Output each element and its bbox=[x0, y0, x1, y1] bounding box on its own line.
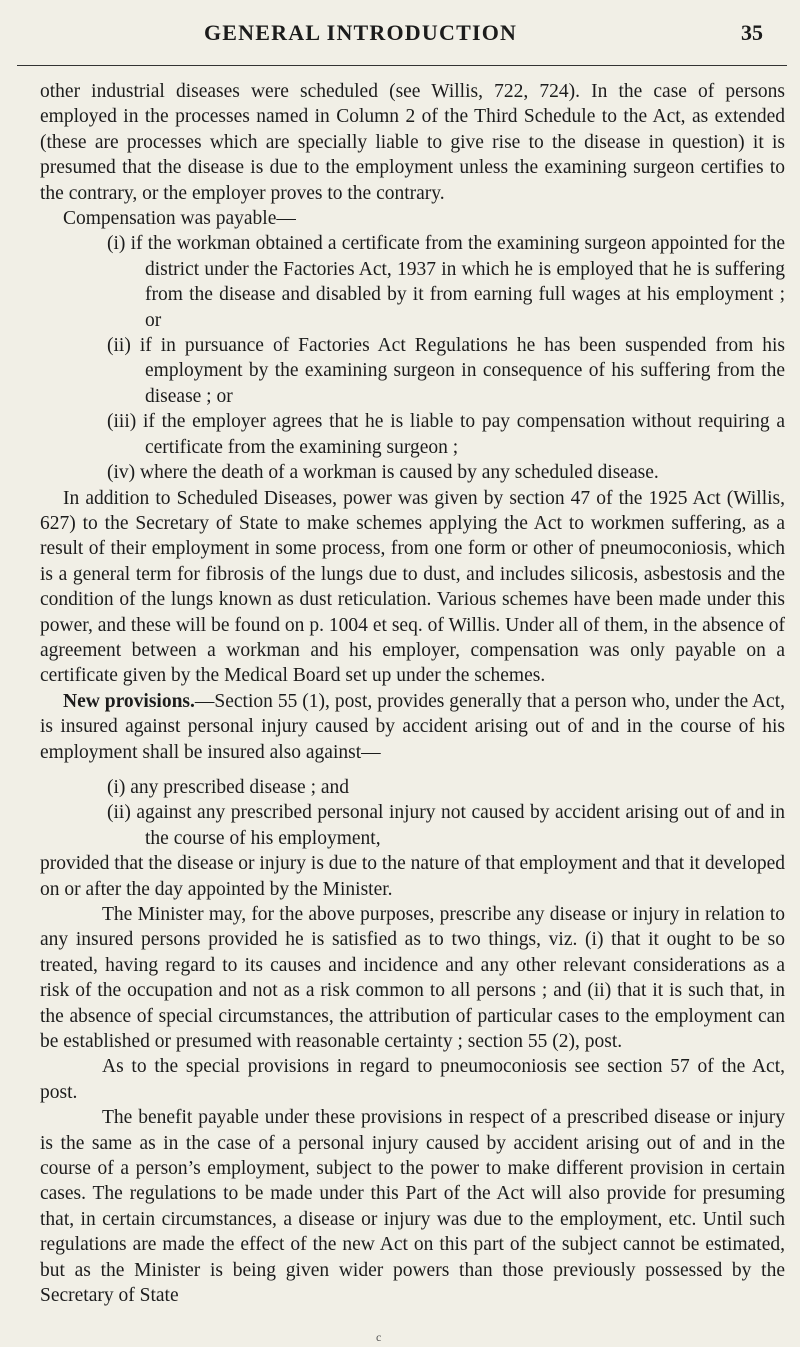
paragraph-4-text: —Section 55 (1), post, provides generally that a person who, under the Act, is insured against personal injury caused by accident arising out of and in the course of his employment shall be insured also against— bbox=[40, 690, 785, 763]
page-header bbox=[0, 20, 800, 60]
list-item-iv: (iv) where the death of a workman is caused by any scheduled disease. bbox=[107, 462, 659, 484]
page-number: 35 bbox=[741, 20, 763, 45]
list-item-ii: (ii) if in pursuance of Factories Act Regulations he has been suspended from his employment by the examining surgeon in consequence of his suffering from the disease ; or bbox=[107, 335, 785, 407]
list2-item-i: (i) any prescribed disease ; and bbox=[107, 776, 350, 798]
spacer bbox=[40, 765, 785, 775]
running-title: GENERAL INTRODUCTION bbox=[204, 20, 518, 45]
paragraph-1: other industrial diseases were scheduled (see Willis, 722, 724). In the case of persons employed in the processes named in Column 2 of the Third Schedule to the Act, as extended (these are processes which are specially liable to give rise to the disease in question) it is presumed that the disease is due to the employment unless the examining surgeon certifies to the contrary, or the employer proves to the contrary. bbox=[40, 81, 785, 204]
paragraph-8: The benefit payable under these provisions in respect of a prescribed disease or injury is the same as in the case of a personal injury caused by accident arising out of and in the course of a person’s employment, subject to the power to make different provision in certain cases. The regulations to be made under this Part of the Act will also provide for presuming that, in certain circumstances, a disease or injury was due to the employment, etc. Until such regulations are made the effect of the new Act on this part of the subject cannot be estimated, but as the Minister is being given wider powers than those previously possessed by the Secretary of State bbox=[40, 1107, 785, 1307]
paragraph-4 bbox=[40, 689, 785, 765]
page-body bbox=[40, 79, 785, 1309]
paragraph-5: provided that the disease or injury is due to the nature of that employment and that it developed on or after the day appointed by the Minister. bbox=[40, 853, 785, 900]
list-item-iii: (iii) if the employer agrees that he is liable to pay compensation without requiring a certificate from the examining surgeon ; bbox=[107, 411, 785, 458]
list2-item-ii: (ii) against any prescribed personal injury not caused by accident arising out of and in the course of his employment, bbox=[107, 802, 785, 849]
paragraph-3-text: In addition to Scheduled Diseases, power was given by section 47 of the 1925 Act (Willis, 627) to the Secretary of State to make schemes applying the Act to workmen suffering, as a result of their employment in some process, from one form or other of pneumoconiosis, which is a general term for fibrosis of the lungs due to dust, and includes silicosis, asbestosis and the condition of the lungs known as dust reticulation. Various schemes have been made under this power, and these will be found on p. 1004 et seq. of Willis. Under all of them, in the absence of agreement between a workman and his employer, compensation was only payable on a certificate given by the Medical Board set up under the schemes. bbox=[40, 487, 785, 687]
paragraph-3 bbox=[40, 486, 785, 689]
new-provisions-heading: New provisions. bbox=[63, 690, 195, 712]
paragraph-2: Compensation was payable— bbox=[63, 208, 296, 230]
footer-mark: c bbox=[376, 1330, 382, 1344]
header-rule bbox=[17, 65, 787, 66]
paragraph-6: The Minister may, for the above purposes, prescribe any disease or injury in relation to any insured persons provided he is satisfied as to two things, viz. (i) that it ought to be so treated, having regard to its causes and incidence and any other relevant considerations as a risk of the occupation and not as a risk common to all persons ; and (ii) that it is such that, in the absence of special circumstances, the attribution of particular cases to the employment can be established or presumed with reasonable certainty ; section 55 (2), post. bbox=[40, 904, 785, 1053]
list-item-i: (i) if the workman obtained a certificate from the examining surgeon appointed for the district under the Factories Act, 1937 in which he is employed that he is suffering from the disease and disabled by it from earning full wages at his employment ; or bbox=[107, 233, 785, 331]
paragraph-7: As to the special provisions in regard to pneumoconiosis see section 57 of the Act, post. bbox=[40, 1056, 785, 1103]
